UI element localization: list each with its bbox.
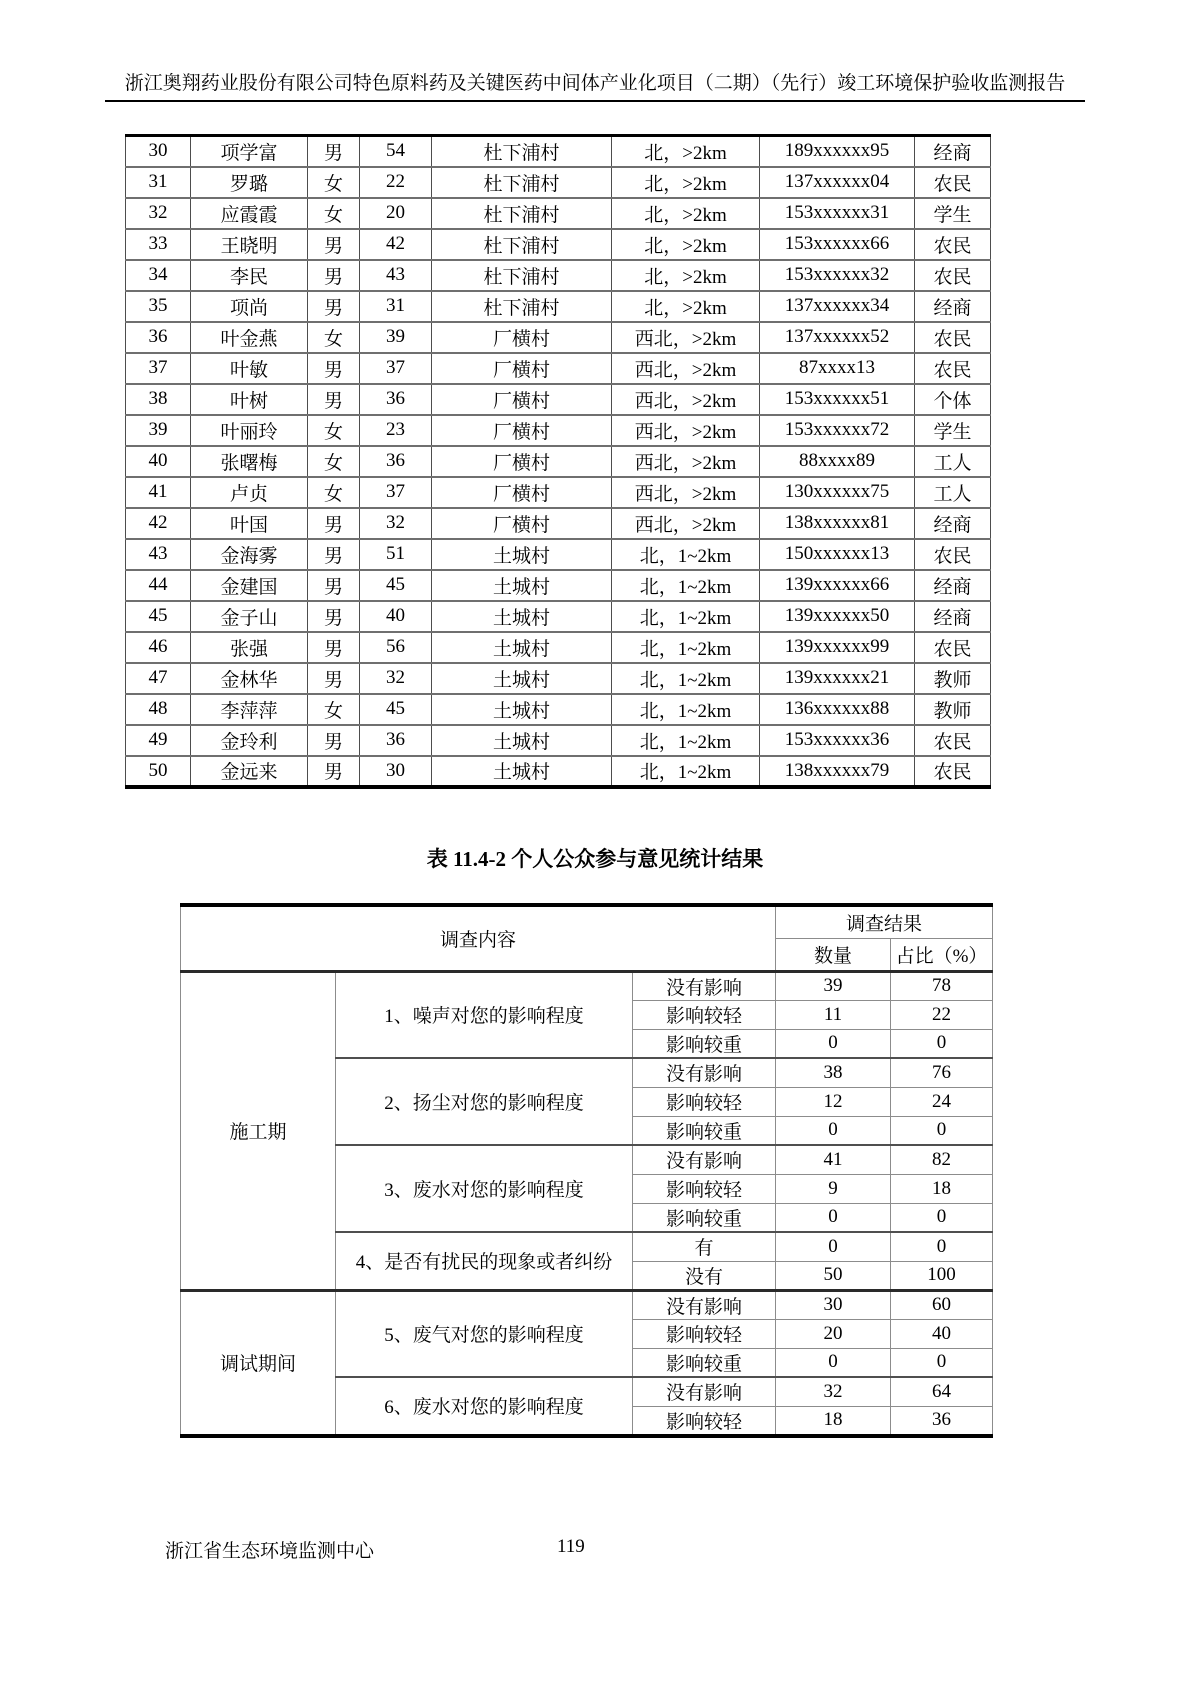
respondent-row (126, 508, 991, 539)
respondent-cell: 女 (308, 446, 360, 477)
survey-count-cell: 0 (776, 1029, 891, 1058)
respondent-cell: 女 (308, 477, 360, 508)
respondent-cell: 男 (308, 136, 360, 167)
survey-question-cell: 1、噪声对您的影响程度 (336, 971, 633, 1058)
respondent-cell: 杜下浦村 (432, 198, 612, 229)
respondent-cell: 32 (360, 663, 432, 694)
respondent-cell: 项尚 (191, 291, 308, 322)
respondent-cell: 金林华 (191, 663, 308, 694)
respondent-cell: 女 (308, 198, 360, 229)
respondent-table-body (126, 136, 991, 787)
survey-table-body (181, 971, 993, 1436)
survey-period-cell: 调试期间 (181, 1290, 336, 1436)
respondent-cell: 37 (360, 353, 432, 384)
respondent-cell: 男 (308, 539, 360, 570)
respondent-cell: 50 (126, 756, 191, 787)
respondent-cell: 34 (126, 260, 191, 291)
respondent-cell: 叶敏 (191, 353, 308, 384)
respondent-cell: 30 (126, 136, 191, 167)
respondent-cell: 153xxxxxx36 (760, 725, 915, 756)
respondent-cell: 北，1~2km (612, 694, 760, 725)
survey-option-cell: 没有 (633, 1261, 776, 1290)
survey-count-cell: 41 (776, 1145, 891, 1174)
survey-percent-cell: 18 (891, 1174, 993, 1203)
respondent-row (126, 167, 991, 198)
respondent-cell: 32 (126, 198, 191, 229)
respondent-cell: 153xxxxxx72 (760, 415, 915, 446)
respondent-cell: 32 (360, 508, 432, 539)
respondent-cell: 经商 (915, 508, 991, 539)
survey-percent-cell: 0 (891, 1348, 993, 1377)
survey-option-cell: 影响较重 (633, 1203, 776, 1232)
survey-row (181, 1290, 993, 1319)
respondent-cell: 男 (308, 756, 360, 787)
header-title: 浙江奥翔药业股份有限公司特色原料药及关键医药中间体产业化项目（二期）（先行）竣工环境保护验收监测报告 (124, 73, 1066, 94)
respondent-cell: 48 (126, 694, 191, 725)
respondent-cell: 厂横村 (432, 322, 612, 353)
respondent-cell: 农民 (915, 260, 991, 291)
respondent-cell: 44 (126, 570, 191, 601)
respondent-row (126, 632, 991, 663)
respondent-cell: 杜下浦村 (432, 260, 612, 291)
respondent-cell: 87xxxx13 (760, 353, 915, 384)
respondent-cell: 138xxxxxx79 (760, 756, 915, 787)
survey-count-cell: 18 (776, 1406, 891, 1436)
respondent-cell: 土城村 (432, 725, 612, 756)
respondent-cell: 36 (360, 384, 432, 415)
respondent-cell: 经商 (915, 136, 991, 167)
survey-percent-cell: 0 (891, 1029, 993, 1058)
respondent-cell: 23 (360, 415, 432, 446)
respondent-cell: 厂横村 (432, 446, 612, 477)
survey-percent-cell: 36 (891, 1406, 993, 1436)
respondent-cell: 36 (360, 725, 432, 756)
respondent-cell: 土城村 (432, 570, 612, 601)
respondent-cell: 北，1~2km (612, 725, 760, 756)
respondent-cell: 男 (308, 632, 360, 663)
survey-percent-cell: 78 (891, 971, 993, 1000)
respondent-cell: 应霞霞 (191, 198, 308, 229)
respondent-cell: 学生 (915, 198, 991, 229)
respondent-cell: 土城村 (432, 756, 612, 787)
respondent-cell: 153xxxxxx51 (760, 384, 915, 415)
respondent-cell: 43 (360, 260, 432, 291)
respondent-cell: 李萍萍 (191, 694, 308, 725)
survey-count-cell: 0 (776, 1232, 891, 1261)
respondent-cell: 45 (360, 694, 432, 725)
respondent-cell: 30 (360, 756, 432, 787)
respondent-cell: 经商 (915, 601, 991, 632)
survey-percent-cell: 40 (891, 1319, 993, 1348)
respondent-cell: 41 (126, 477, 191, 508)
respondent-cell: 北，1~2km (612, 632, 760, 663)
survey-option-cell: 影响较轻 (633, 1087, 776, 1116)
respondent-cell: 工人 (915, 477, 991, 508)
respondent-cell: 北，1~2km (612, 756, 760, 787)
respondent-cell: 130xxxxxx75 (760, 477, 915, 508)
respondent-cell: 男 (308, 384, 360, 415)
respondent-cell: 教师 (915, 663, 991, 694)
respondent-cell: 46 (126, 632, 191, 663)
respondent-cell: 150xxxxxx13 (760, 539, 915, 570)
respondent-cell: 男 (308, 260, 360, 291)
respondent-row (126, 601, 991, 632)
survey-table-title: 表 11.4-2 个人公众参与意见统计结果 (426, 847, 764, 871)
respondent-cell: 137xxxxxx52 (760, 322, 915, 353)
survey-percent-cell: 24 (891, 1087, 993, 1116)
survey-count-cell: 9 (776, 1174, 891, 1203)
respondent-cell: 土城村 (432, 601, 612, 632)
survey-count-cell: 30 (776, 1290, 891, 1319)
survey-count-cell: 0 (776, 1203, 891, 1232)
survey-count-cell: 20 (776, 1319, 891, 1348)
respondent-cell: 40 (360, 601, 432, 632)
respondent-cell: 北，>2km (612, 260, 760, 291)
respondent-cell: 项学富 (191, 136, 308, 167)
respondent-cell: 137xxxxxx04 (760, 167, 915, 198)
survey-option-cell: 没有影响 (633, 1290, 776, 1319)
respondent-row (126, 322, 991, 353)
respondent-cell: 39 (360, 322, 432, 353)
survey-question-cell: 3、废水对您的影响程度 (336, 1145, 633, 1232)
respondent-cell: 厂横村 (432, 353, 612, 384)
respondent-cell: 农民 (915, 539, 991, 570)
survey-option-cell: 没有影响 (633, 1145, 776, 1174)
respondent-row (126, 446, 991, 477)
respondent-cell: 北，>2km (612, 136, 760, 167)
respondent-cell: 49 (126, 725, 191, 756)
respondent-cell: 李民 (191, 260, 308, 291)
respondent-cell: 男 (308, 353, 360, 384)
respondent-cell: 学生 (915, 415, 991, 446)
respondent-cell: 35 (126, 291, 191, 322)
survey-count-cell: 11 (776, 1000, 891, 1029)
respondent-cell: 43 (126, 539, 191, 570)
respondent-cell: 31 (126, 167, 191, 198)
survey-count-cell: 0 (776, 1116, 891, 1145)
respondent-cell: 女 (308, 167, 360, 198)
survey-percent-cell: 0 (891, 1116, 993, 1145)
respondent-cell: 工人 (915, 446, 991, 477)
survey-percent-cell: 22 (891, 1000, 993, 1029)
survey-header-count: 数量 (776, 938, 891, 971)
respondent-cell: 男 (308, 663, 360, 694)
survey-header-row-1 (181, 905, 993, 938)
respondent-cell: 卢贞 (191, 477, 308, 508)
respondent-cell: 37 (126, 353, 191, 384)
survey-count-cell: 39 (776, 971, 891, 1000)
respondent-cell: 教师 (915, 694, 991, 725)
respondent-cell: 136xxxxxx88 (760, 694, 915, 725)
survey-count-cell: 50 (776, 1261, 891, 1290)
page-number: 119 (557, 1536, 585, 1557)
respondent-cell: 农民 (915, 632, 991, 663)
survey-header-content: 调查内容 (181, 905, 776, 971)
respondent-cell: 88xxxx89 (760, 446, 915, 477)
respondent-row (126, 353, 991, 384)
respondent-cell: 西北，>2km (612, 477, 760, 508)
survey-percent-cell: 0 (891, 1232, 993, 1261)
survey-percent-cell: 60 (891, 1290, 993, 1319)
respondent-cell: 杜下浦村 (432, 136, 612, 167)
respondent-cell: 45 (360, 570, 432, 601)
respondent-cell: 厂横村 (432, 415, 612, 446)
respondent-cell: 39 (126, 415, 191, 446)
survey-option-cell: 没有影响 (633, 1377, 776, 1406)
respondent-cell: 36 (360, 446, 432, 477)
respondent-cell: 西北，>2km (612, 353, 760, 384)
respondent-cell: 139xxxxxx21 (760, 663, 915, 694)
respondent-cell: 农民 (915, 756, 991, 787)
respondent-cell: 叶丽玲 (191, 415, 308, 446)
respondent-cell: 土城村 (432, 632, 612, 663)
respondent-cell: 金远来 (191, 756, 308, 787)
respondent-cell: 北，>2km (612, 229, 760, 260)
respondent-cell: 男 (308, 291, 360, 322)
survey-row (181, 971, 993, 1000)
respondent-row (126, 384, 991, 415)
respondent-cell: 农民 (915, 167, 991, 198)
respondent-row (126, 539, 991, 570)
survey-option-cell: 影响较轻 (633, 1406, 776, 1436)
respondent-cell: 农民 (915, 322, 991, 353)
respondent-row (126, 198, 991, 229)
respondent-cell: 女 (308, 415, 360, 446)
respondent-cell: 厂横村 (432, 508, 612, 539)
respondent-row (126, 136, 991, 167)
respondent-cell: 54 (360, 136, 432, 167)
respondent-cell: 42 (360, 229, 432, 260)
respondent-cell: 个体 (915, 384, 991, 415)
respondent-cell: 139xxxxxx66 (760, 570, 915, 601)
survey-percent-cell: 64 (891, 1377, 993, 1406)
respondent-cell: 男 (308, 508, 360, 539)
respondent-cell: 137xxxxxx34 (760, 291, 915, 322)
respondent-row (126, 477, 991, 508)
respondent-cell: 经商 (915, 291, 991, 322)
respondent-cell: 189xxxxxx95 (760, 136, 915, 167)
survey-option-cell: 影响较重 (633, 1116, 776, 1145)
respondent-cell: 金建国 (191, 570, 308, 601)
respondent-cell: 张曙梅 (191, 446, 308, 477)
survey-option-cell: 影响较轻 (633, 1319, 776, 1348)
respondent-cell: 139xxxxxx99 (760, 632, 915, 663)
respondent-cell: 北，1~2km (612, 601, 760, 632)
respondent-cell: 厂横村 (432, 384, 612, 415)
respondent-row (126, 415, 991, 446)
respondent-cell: 金子山 (191, 601, 308, 632)
respondent-cell: 杜下浦村 (432, 229, 612, 260)
respondent-cell: 厂横村 (432, 477, 612, 508)
survey-option-cell: 没有影响 (633, 971, 776, 1000)
respondent-cell: 西北，>2km (612, 446, 760, 477)
survey-count-cell: 32 (776, 1377, 891, 1406)
respondent-cell: 北，1~2km (612, 570, 760, 601)
respondent-cell: 西北，>2km (612, 384, 760, 415)
respondent-cell: 土城村 (432, 663, 612, 694)
respondent-row (126, 570, 991, 601)
survey-option-cell: 影响较重 (633, 1029, 776, 1058)
survey-count-cell: 12 (776, 1087, 891, 1116)
respondent-cell: 女 (308, 694, 360, 725)
survey-table (180, 903, 993, 1438)
respondent-cell: 31 (360, 291, 432, 322)
respondent-cell: 北，1~2km (612, 663, 760, 694)
respondent-cell: 北，>2km (612, 167, 760, 198)
respondent-cell: 西北，>2km (612, 508, 760, 539)
respondent-cell: 叶金燕 (191, 322, 308, 353)
respondent-cell: 56 (360, 632, 432, 663)
respondent-cell: 22 (360, 167, 432, 198)
footer-org: 浙江省生态环境监测中心 (165, 1541, 375, 1562)
respondent-cell: 农民 (915, 229, 991, 260)
respondent-cell: 138xxxxxx81 (760, 508, 915, 539)
survey-question-cell: 5、废气对您的影响程度 (336, 1290, 633, 1377)
page-header (105, 72, 1085, 102)
respondent-cell: 金玲利 (191, 725, 308, 756)
respondent-cell: 45 (126, 601, 191, 632)
survey-percent-cell: 100 (891, 1261, 993, 1290)
survey-option-cell: 影响较轻 (633, 1174, 776, 1203)
respondent-cell: 土城村 (432, 539, 612, 570)
survey-table-header (181, 905, 993, 971)
respondent-cell: 153xxxxxx32 (760, 260, 915, 291)
respondent-cell: 男 (308, 570, 360, 601)
survey-period-cell: 施工期 (181, 971, 336, 1290)
respondent-cell: 北，>2km (612, 291, 760, 322)
respondent-cell: 北，1~2km (612, 539, 760, 570)
respondent-cell: 20 (360, 198, 432, 229)
respondent-cell: 杜下浦村 (432, 167, 612, 198)
respondent-cell: 北，>2km (612, 198, 760, 229)
respondent-cell: 男 (308, 601, 360, 632)
survey-header-result: 调查结果 (776, 905, 993, 938)
respondent-cell: 西北，>2km (612, 322, 760, 353)
respondent-cell: 男 (308, 229, 360, 260)
respondent-cell: 农民 (915, 725, 991, 756)
respondent-cell: 42 (126, 508, 191, 539)
respondent-cell: 西北，>2km (612, 415, 760, 446)
respondent-cell: 37 (360, 477, 432, 508)
survey-question-cell: 2、扬尘对您的影响程度 (336, 1058, 633, 1145)
survey-option-cell: 影响较重 (633, 1348, 776, 1377)
respondent-cell: 153xxxxxx66 (760, 229, 915, 260)
respondent-cell: 40 (126, 446, 191, 477)
respondent-cell: 王晓明 (191, 229, 308, 260)
respondent-cell: 罗璐 (191, 167, 308, 198)
survey-count-cell: 0 (776, 1348, 891, 1377)
respondent-cell: 51 (360, 539, 432, 570)
survey-option-cell: 影响较轻 (633, 1000, 776, 1029)
survey-percent-cell: 0 (891, 1203, 993, 1232)
respondent-cell: 男 (308, 725, 360, 756)
respondent-cell: 金海雾 (191, 539, 308, 570)
survey-count-cell: 38 (776, 1058, 891, 1087)
respondent-cell: 153xxxxxx31 (760, 198, 915, 229)
respondent-cell: 叶国 (191, 508, 308, 539)
survey-option-cell: 没有影响 (633, 1058, 776, 1087)
survey-option-cell: 有 (633, 1232, 776, 1261)
respondent-cell: 38 (126, 384, 191, 415)
respondent-row (126, 229, 991, 260)
respondent-table (125, 134, 991, 789)
respondent-cell: 经商 (915, 570, 991, 601)
survey-percent-cell: 82 (891, 1145, 993, 1174)
respondent-cell: 叶树 (191, 384, 308, 415)
respondent-row (126, 291, 991, 322)
survey-question-cell: 6、废水对您的影响程度 (336, 1377, 633, 1436)
respondent-cell: 女 (308, 322, 360, 353)
respondent-cell: 139xxxxxx50 (760, 601, 915, 632)
survey-question-cell: 4、是否有扰民的现象或者纠纷 (336, 1232, 633, 1290)
respondent-row (126, 663, 991, 694)
respondent-cell: 杜下浦村 (432, 291, 612, 322)
respondent-cell: 33 (126, 229, 191, 260)
respondent-cell: 张强 (191, 632, 308, 663)
respondent-cell: 36 (126, 322, 191, 353)
survey-header-percent: 占比（%） (891, 938, 993, 971)
respondent-cell: 土城村 (432, 694, 612, 725)
respondent-cell: 农民 (915, 353, 991, 384)
respondent-row (126, 260, 991, 291)
respondent-row (126, 694, 991, 725)
respondent-row (126, 725, 991, 756)
respondent-row (126, 756, 991, 787)
respondent-cell: 47 (126, 663, 191, 694)
survey-percent-cell: 76 (891, 1058, 993, 1087)
